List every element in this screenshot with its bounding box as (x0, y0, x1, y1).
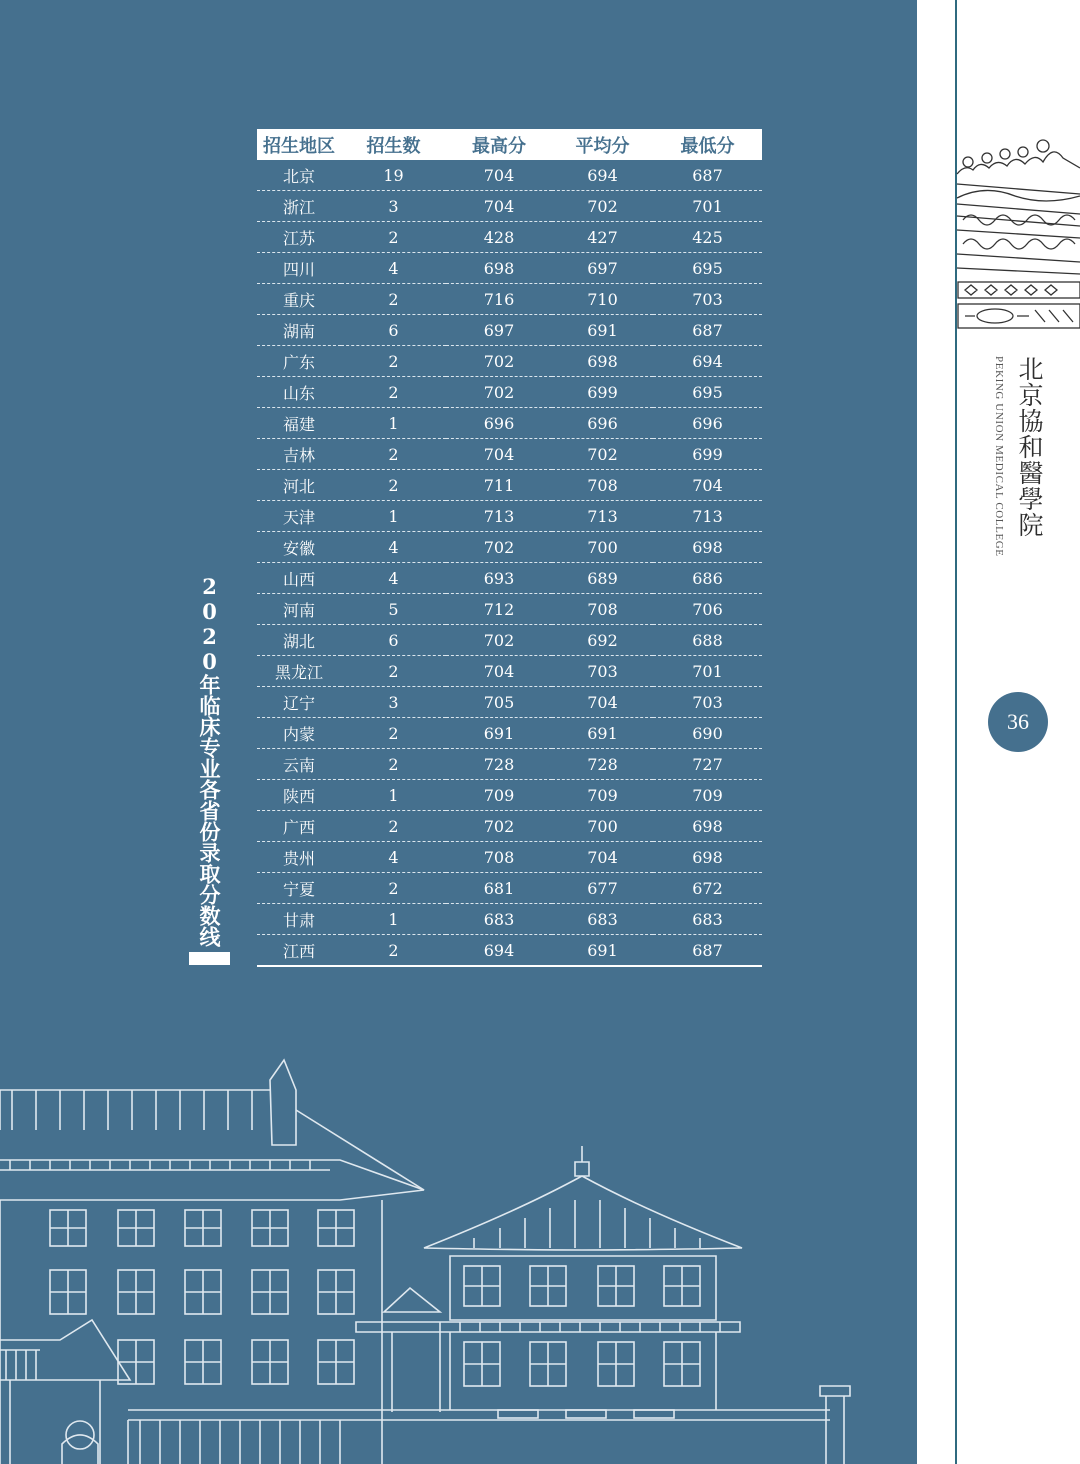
cell-region: 福建 (257, 408, 341, 439)
cell-region: 重庆 (257, 284, 341, 315)
table-row (257, 377, 762, 408)
cell-avg-score: 710 (552, 284, 653, 315)
campus-buildings-illustration (0, 1050, 917, 1464)
table-row (257, 904, 762, 935)
cell-max-score: 428 (446, 222, 552, 253)
cell-enrollment: 2 (341, 284, 446, 315)
cell-max-score: 716 (446, 284, 552, 315)
cell-enrollment: 2 (341, 346, 446, 377)
cell-max-score: 698 (446, 253, 552, 284)
cell-avg-score: 708 (552, 594, 653, 625)
cell-avg-score: 689 (552, 563, 653, 594)
cell-enrollment: 2 (341, 935, 446, 967)
cell-region: 广东 (257, 346, 341, 377)
table-row (257, 346, 762, 377)
table-row (257, 315, 762, 346)
table-row (257, 284, 762, 315)
table-row (257, 687, 762, 718)
header-max-score: 最高分 (446, 129, 552, 160)
cell-max-score: 694 (446, 935, 552, 967)
cell-enrollment: 1 (341, 501, 446, 532)
table-row (257, 718, 762, 749)
cell-min-score: 709 (653, 780, 762, 811)
cell-avg-score: 700 (552, 532, 653, 563)
cell-region: 天津 (257, 501, 341, 532)
table-row (257, 780, 762, 811)
cell-max-score: 697 (446, 315, 552, 346)
cell-min-score: 698 (653, 842, 762, 873)
cell-enrollment: 19 (341, 160, 446, 191)
college-name-cn: 北京協和醫學院 (1015, 356, 1044, 538)
cell-min-score: 425 (653, 222, 762, 253)
table-row (257, 873, 762, 904)
cell-enrollment: 1 (341, 408, 446, 439)
cell-region: 宁夏 (257, 873, 341, 904)
cell-enrollment: 2 (341, 439, 446, 470)
cell-min-score: 683 (653, 904, 762, 935)
cell-region: 江西 (257, 935, 341, 967)
header-enrollment: 招生数 (341, 129, 446, 160)
cell-min-score: 699 (653, 439, 762, 470)
table-row (257, 470, 762, 501)
cell-min-score: 687 (653, 315, 762, 346)
cell-enrollment: 6 (341, 315, 446, 346)
cell-region: 辽宁 (257, 687, 341, 718)
cell-max-score: 704 (446, 191, 552, 222)
cell-max-score: 683 (446, 904, 552, 935)
cell-avg-score: 699 (552, 377, 653, 408)
cell-region: 浙江 (257, 191, 341, 222)
cell-max-score: 704 (446, 656, 552, 687)
cell-enrollment: 4 (341, 253, 446, 284)
cell-max-score: 702 (446, 811, 552, 842)
cell-max-score: 713 (446, 501, 552, 532)
admission-score-table (257, 129, 762, 967)
cell-max-score: 702 (446, 625, 552, 656)
cell-avg-score: 696 (552, 408, 653, 439)
cell-region: 安徽 (257, 532, 341, 563)
cell-region: 湖北 (257, 625, 341, 656)
cell-min-score: 690 (653, 718, 762, 749)
cell-min-score: 695 (653, 253, 762, 284)
cell-avg-score: 691 (552, 315, 653, 346)
roof-ornament-icon (955, 134, 1080, 330)
page-number-badge: 36 (988, 692, 1048, 752)
table-header-row (257, 129, 762, 160)
header-avg-score: 平均分 (552, 129, 653, 160)
cell-min-score: 695 (653, 377, 762, 408)
cell-min-score: 696 (653, 408, 762, 439)
cell-avg-score: 427 (552, 222, 653, 253)
cell-region: 甘肃 (257, 904, 341, 935)
cell-enrollment: 2 (341, 222, 446, 253)
cell-max-score: 693 (446, 563, 552, 594)
table-row (257, 594, 762, 625)
table-row (257, 501, 762, 532)
cell-min-score: 703 (653, 284, 762, 315)
cell-region: 四川 (257, 253, 341, 284)
cell-enrollment: 4 (341, 842, 446, 873)
cell-min-score: 686 (653, 563, 762, 594)
cell-enrollment: 3 (341, 191, 446, 222)
cell-avg-score: 698 (552, 346, 653, 377)
cell-enrollment: 4 (341, 532, 446, 563)
page-title: 2020年临床专业各省份录取分数线 (197, 574, 222, 947)
table-row (257, 191, 762, 222)
cell-enrollment: 2 (341, 656, 446, 687)
college-name-en: PEKING UNION MEDICAL COLLEGE (993, 356, 1005, 557)
cell-max-score: 691 (446, 718, 552, 749)
cell-max-score: 704 (446, 439, 552, 470)
cell-avg-score: 683 (552, 904, 653, 935)
cell-avg-score: 702 (552, 439, 653, 470)
cell-region: 陕西 (257, 780, 341, 811)
cell-max-score: 702 (446, 532, 552, 563)
cell-avg-score: 692 (552, 625, 653, 656)
cell-enrollment: 4 (341, 563, 446, 594)
cell-min-score: 698 (653, 532, 762, 563)
cell-avg-score: 709 (552, 780, 653, 811)
cell-region: 黑龙江 (257, 656, 341, 687)
cell-region: 内蒙 (257, 718, 341, 749)
table-row (257, 625, 762, 656)
cell-region: 吉林 (257, 439, 341, 470)
table-row (257, 253, 762, 284)
cell-region: 湖南 (257, 315, 341, 346)
title-accent-bar (189, 952, 230, 965)
cell-avg-score: 677 (552, 873, 653, 904)
cell-min-score: 701 (653, 191, 762, 222)
cell-min-score: 672 (653, 873, 762, 904)
cell-region: 河南 (257, 594, 341, 625)
cell-max-score: 681 (446, 873, 552, 904)
cell-avg-score: 697 (552, 253, 653, 284)
cell-enrollment: 2 (341, 873, 446, 904)
table-row (257, 749, 762, 780)
cell-max-score: 702 (446, 377, 552, 408)
cell-max-score: 704 (446, 160, 552, 191)
cell-region: 河北 (257, 470, 341, 501)
cell-avg-score: 704 (552, 687, 653, 718)
cell-avg-score: 703 (552, 656, 653, 687)
cell-min-score: 703 (653, 687, 762, 718)
cell-min-score: 688 (653, 625, 762, 656)
header-min-score: 最低分 (653, 129, 762, 160)
cell-min-score: 687 (653, 160, 762, 191)
cell-max-score: 709 (446, 780, 552, 811)
cell-min-score: 701 (653, 656, 762, 687)
table-row (257, 532, 762, 563)
cell-enrollment: 3 (341, 687, 446, 718)
cell-enrollment: 2 (341, 377, 446, 408)
cell-avg-score: 708 (552, 470, 653, 501)
cell-min-score: 687 (653, 935, 762, 967)
cell-region: 山西 (257, 563, 341, 594)
table-row (257, 656, 762, 687)
cell-region: 北京 (257, 160, 341, 191)
cell-min-score: 727 (653, 749, 762, 780)
table-row (257, 160, 762, 191)
table-row (257, 811, 762, 842)
cell-region: 云南 (257, 749, 341, 780)
cell-avg-score: 728 (552, 749, 653, 780)
cell-avg-score: 713 (552, 501, 653, 532)
cell-enrollment: 5 (341, 594, 446, 625)
cell-max-score: 705 (446, 687, 552, 718)
cell-avg-score: 704 (552, 842, 653, 873)
cell-max-score: 708 (446, 842, 552, 873)
cell-region: 广西 (257, 811, 341, 842)
cell-region: 江苏 (257, 222, 341, 253)
cell-region: 山东 (257, 377, 341, 408)
table-row (257, 842, 762, 873)
cell-region: 贵州 (257, 842, 341, 873)
cell-enrollment: 2 (341, 811, 446, 842)
cell-enrollment: 2 (341, 470, 446, 501)
cell-min-score: 713 (653, 501, 762, 532)
table-row (257, 935, 762, 967)
cell-enrollment: 6 (341, 625, 446, 656)
table-body (257, 160, 762, 966)
header-region: 招生地区 (257, 129, 341, 160)
cell-enrollment: 1 (341, 904, 446, 935)
cell-min-score: 698 (653, 811, 762, 842)
cell-enrollment: 2 (341, 749, 446, 780)
cell-avg-score: 702 (552, 191, 653, 222)
cell-max-score: 696 (446, 408, 552, 439)
table-row (257, 563, 762, 594)
table-row (257, 222, 762, 253)
cell-avg-score: 694 (552, 160, 653, 191)
cell-enrollment: 1 (341, 780, 446, 811)
cell-enrollment: 2 (341, 718, 446, 749)
cell-max-score: 728 (446, 749, 552, 780)
table-row (257, 408, 762, 439)
cell-max-score: 712 (446, 594, 552, 625)
cell-avg-score: 691 (552, 718, 653, 749)
cell-min-score: 704 (653, 470, 762, 501)
cell-avg-score: 691 (552, 935, 653, 967)
cell-min-score: 706 (653, 594, 762, 625)
table-row (257, 439, 762, 470)
cell-min-score: 694 (653, 346, 762, 377)
cell-max-score: 711 (446, 470, 552, 501)
cell-avg-score: 700 (552, 811, 653, 842)
cell-max-score: 702 (446, 346, 552, 377)
